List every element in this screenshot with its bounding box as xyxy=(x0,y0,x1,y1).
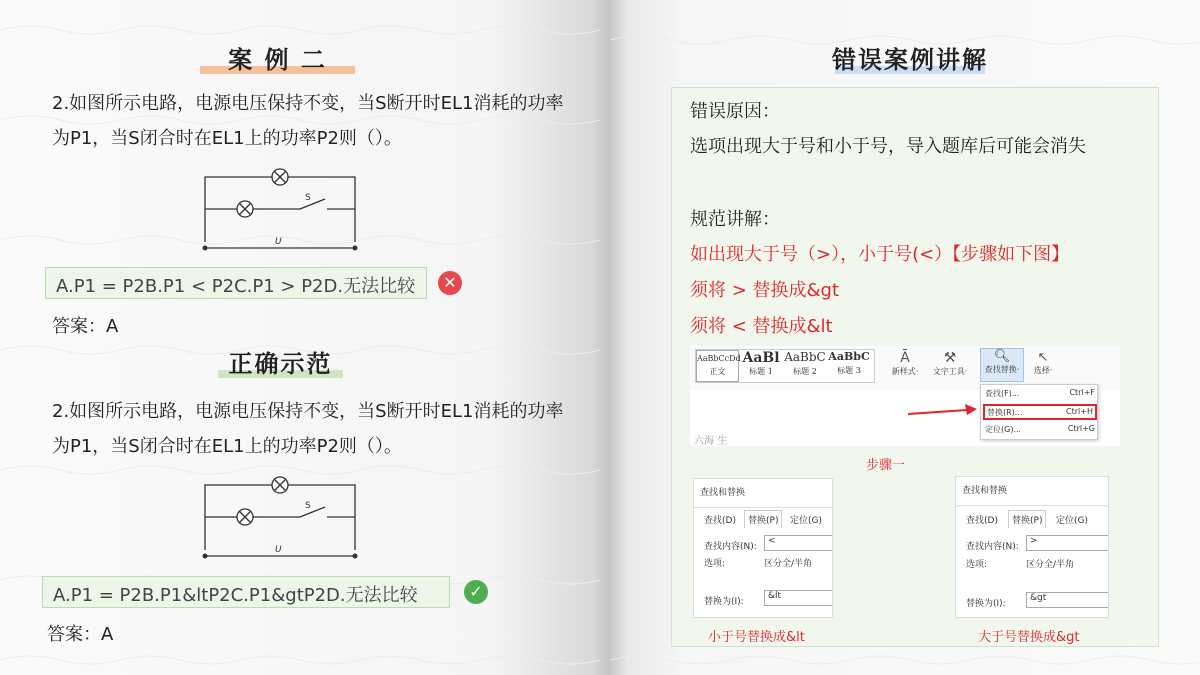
search-icon: 🔍︎ xyxy=(993,349,1011,364)
tab-find[interactable]: 查找(D) xyxy=(966,516,998,526)
reason-label: 错误原因： xyxy=(690,101,780,122)
svg-text:U: U xyxy=(275,545,282,555)
step-label: 步骤一 xyxy=(866,458,906,473)
menu-item-find[interactable]: 查找(F)... Ctrl+F xyxy=(985,388,1095,398)
svg-text:U: U xyxy=(275,237,282,247)
instruction-line: 如出现大于号（>），小于号(<）【步骤如下图】 xyxy=(690,244,1070,265)
instruction-line: 须将 < 替换成&lt xyxy=(690,316,833,337)
find-input[interactable]: > xyxy=(1026,535,1109,551)
right-title: 错误案例讲解 xyxy=(832,46,988,74)
correct-title: 正确示范 xyxy=(228,350,333,378)
arrow-pointer xyxy=(905,402,980,422)
question-text: 2.如图所示电路，电源电压保持不变，当S断开时EL1消耗的功率为P1，当S闭合时在EL1上的功率P2则（）。 xyxy=(52,93,564,149)
replace-input[interactable]: &lt xyxy=(764,590,833,606)
style-gallery xyxy=(695,349,875,383)
replace-dialog-lt: 查找和替换 查找(D) 替换(P) 定位(G) 查找内容(N): < 选项: 区分全/半角 替换为(I): &lt xyxy=(693,478,833,618)
svg-text:S: S xyxy=(305,193,311,203)
new-style-button[interactable]: Ā 新样式· xyxy=(888,350,922,377)
find-input[interactable]: < xyxy=(764,535,833,551)
correct-options-box: A.P1 = P2B.P1&ltP2C.P1&gtP2D.无法比较 xyxy=(42,576,450,608)
wrong-options-box: A.P1 = P2B.P1 < P2C.P1 > P2D.无法比较 xyxy=(45,267,427,299)
instruction-line: 须将 > 替换成&gt xyxy=(690,280,840,301)
caption-gt: 大于号替换成&gt xyxy=(978,630,1080,645)
menu-item-goto[interactable]: 定位(G)... Ctrl+G xyxy=(985,424,1095,434)
cursor-icon: ↖ xyxy=(1037,350,1049,365)
text-tool-button[interactable]: ⚒ 文字工具· xyxy=(930,350,970,377)
find-replace-button[interactable]: 🔍︎ 查找替换· xyxy=(980,348,1024,382)
style-h2[interactable]: AaBbC 标题 2 xyxy=(784,350,826,376)
caption-lt: 小于号替换成&lt xyxy=(708,630,805,645)
tab-find[interactable]: 查找(D) xyxy=(704,516,736,526)
style-h3[interactable]: AaBbC 标题 3 xyxy=(828,350,870,375)
wrench-icon: ⚒ xyxy=(943,350,957,366)
tab-replace[interactable]: 替换(P) xyxy=(1008,510,1046,528)
tab-replace[interactable]: 替换(P) xyxy=(744,510,782,528)
wrong-icon: ✕ xyxy=(438,271,462,295)
style-normal[interactable]: AaBbCcDd 正文 xyxy=(696,350,739,382)
circuit-diagram xyxy=(195,470,365,565)
svg-text:S: S xyxy=(305,501,311,511)
circuit-diagram xyxy=(195,162,365,257)
new-style-icon: Ā xyxy=(900,350,910,366)
question-text: 2.如图所示电路，电源电压保持不变，当S断开时EL1消耗的功率为P1，当S闭合时在EL1上的功率P2则（）。 xyxy=(52,401,564,457)
answer-text: 答案：A xyxy=(52,316,119,337)
ribbon-screenshot xyxy=(690,346,1120,446)
find-menu xyxy=(980,384,1098,440)
select-button[interactable]: ↖ 选择· xyxy=(1028,350,1058,376)
tab-goto[interactable]: 定位(G) xyxy=(1056,516,1088,526)
replace-dialog-gt: 查找和替换 查找(D) 替换(P) 定位(G) 查找内容(N): > 选项: 区分全/半角 替换为(I): &gt xyxy=(955,476,1109,618)
menu-item-replace[interactable]: 替换(R)... Ctrl+H xyxy=(983,404,1097,420)
reason-text: 选项出现大于号和小于号，导入题库后可能会消失 xyxy=(690,136,1086,157)
answer-text: 答案：A xyxy=(47,624,114,645)
document-area: 六海 生 xyxy=(690,390,1120,446)
norm-label: 规范讲解： xyxy=(690,209,780,230)
replace-input[interactable]: &gt xyxy=(1026,592,1109,608)
check-icon: ✓ xyxy=(464,580,488,604)
case-title: 案 例 二 xyxy=(228,46,327,74)
tab-goto[interactable]: 定位(G) xyxy=(790,516,822,526)
style-h1[interactable]: AaBl 标题 1 xyxy=(742,350,780,376)
